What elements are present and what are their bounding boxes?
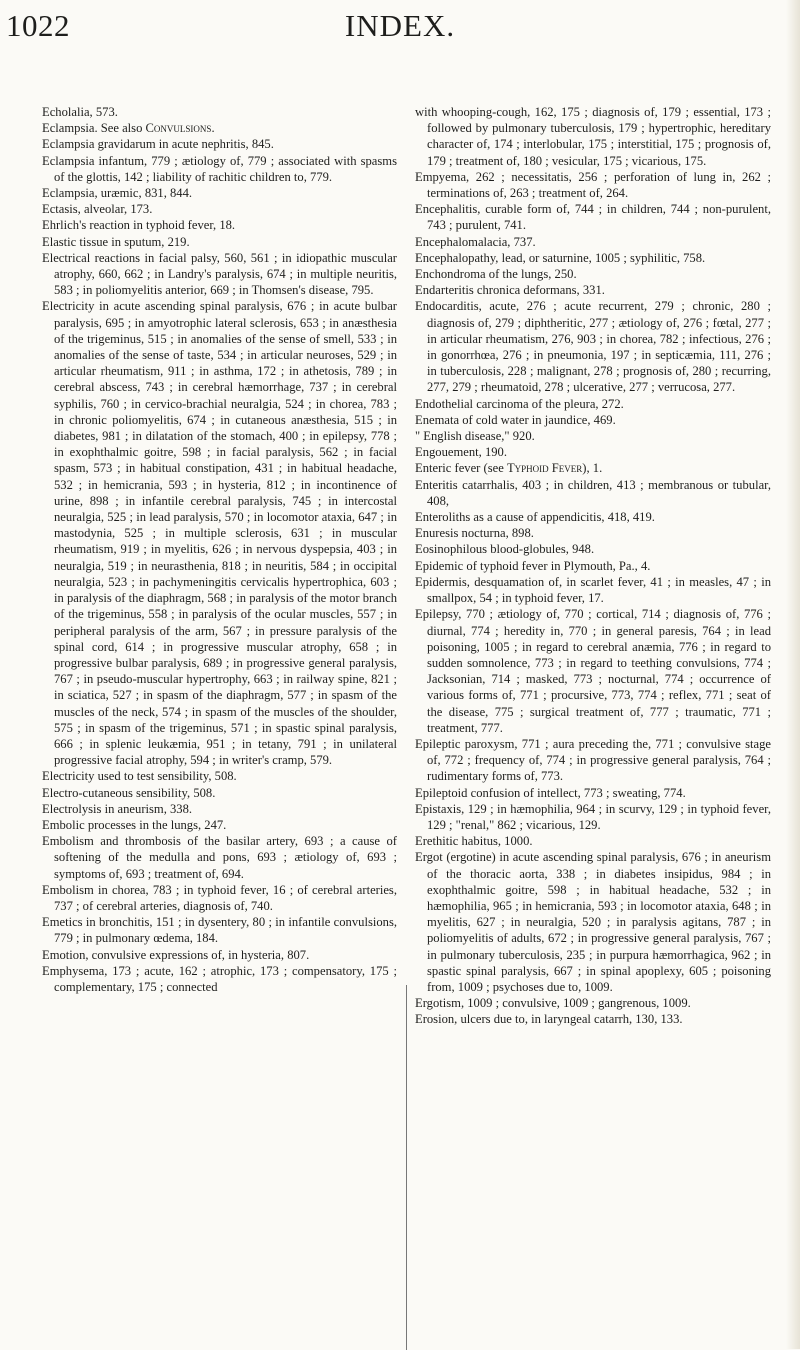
index-entry: Epidermis, desquamation of, in scarlet fever, 41 ; in measles, 47 ; in smallpox, 54 ; in typhoid fever, 17. — [415, 574, 771, 606]
index-entry: Encephalitis, curable form of, 744 ; in children, 744 ; non-purulent, 743 ; purulent, 741. — [415, 202, 771, 233]
index-entry: Enteroliths as a cause of appendicitis, 418, 419. — [415, 510, 655, 525]
index-entry: Emetics in bronchitis, 151 ; in dysentery, 80 ; in infantile convulsions, 779 ; in pulmonary œdema, 184. — [42, 915, 397, 946]
page-header — [0, 8, 800, 48]
index-entry: Electrical reactions in facial palsy, 560, 561 ; in idiopathic muscular atrophy, 660, 662 ; in Landry's paralysis, 674 ; in multiple neuritis, 583 ; in poliomyelitis anterior, 669 ; in Thomsen's disease, 795. — [42, 250, 397, 298]
page-number: 1022 — [6, 8, 70, 43]
column-rule — [406, 985, 407, 1350]
index-entry: Endothelial carcinoma of the pleura, 272. — [415, 396, 624, 411]
index-entry: Elastic tissue in sputum, 219. — [42, 234, 190, 249]
index-entry: Epilepsy, 770 ; ætiology of, 770 ; cortical, 714 ; diagnosis of, 776 ; diurnal, 774 ; heredity in, 770 ; in general paresis, 764 ; in lead poisoning, 1005 ; in regard to cerebral anæmia, 776 ; in regard to sudden somnolence, 773 ; in regard to teething convulsions, 774 ; Jacksonian, 714 ; masked, 773 ; nocturnal, 774 ; occurrence of various forms of, 771 ; procursive, 773, 774 ; reflex, 771 ; seat of the disease, 775 ; surgical treatment of, 777 ; traumatic, 771 ; treatment, 777. — [415, 607, 771, 735]
index-entry: Eclampsia, uræmic, 831, 844. — [42, 186, 193, 201]
index-entry: Electrolysis in aneurism, 338. — [42, 801, 193, 816]
index-entry: Enteritis catarrhalis, 403 ; in children, 413 ; membranous or tubular, 408, — [415, 477, 771, 508]
index-entry: Epidemic of typhoid fever in Plymouth, Pa., 4. — [415, 558, 651, 573]
index-entry: Embolism in chorea, 783 ; in typhoid fever, 16 ; of cerebral arteries, 737 ; of cerebral arteries, diagnosis of, 740. — [42, 882, 397, 913]
index-entry: with whooping-cough, 162, 175 ; diagnosis of, 179 ; essential, 173 ; followed by pulmonary tuberculosis, 179 ; hypertrophic, hereditary character of, 174 ; interlobular, 175 ; interstitial, 175 ; prognosis of, 179 ; treatment of, 180 ; vesicular, 175 ; vicarious, 175. — [415, 105, 771, 168]
index-entry: Enuresis nocturna, 898. — [415, 526, 534, 541]
index-entry: Enteric fever (see Typhoid Fever), 1. — [415, 461, 603, 476]
index-entry: Electricity in acute ascending spinal paralysis, 676 ; in acute bulbar paralysis, 695 ; in amyotrophic lateral sclerosis, 653 ; in anæsthesia of the trigeminus, 515 ; in anomalies of the sense of smell, 533 ; in anomalies of the sense of taste, 534 ; in articular neuroses, 529 ; in articular rheumatism, 911 ; in asthma, 172 ; in athetosis, 789 ; in cerebral abscess, 743 ; in cerebral hæmorrhage, 737 ; in cerebral syphilis, 760 ; in cervico-brachial neuralgia, 524 ; in chorea, 783 ; in chronic poliomyelitis, 674 ; in cutaneous anæsthesia, 515 ; in diabetes, 981 ; in dilatation of the stomach, 400 ; in epilepsy, 778 ; in exophthalmic goitre, 598 ; in facial paralysis, 562 ; in facial spasm, 573 ; in habitual constipation, 431 ; in habitual headache, 532 ; in hemicrania, 593 ; in hysteria, 812 ; in incontinence of urine, 898 ; in infantile cerebral paralysis, 745 ; in intercostal neuralgia, 525 ; in lead paralysis, 570 ; in locomotor ataxia, 647 ; in mastodynia, 525 ; in multiple sclerosis, 631 ; in muscular rheumatism, 919 ; in myelitis, 626 ; in nervous dyspepsia, 403 ; in neuralgia, 519 ; in neurasthenia, 818 ; in neuritis, 584 ; in occipital neuralgia, 523 ; in pachymeningitis cervicalis hypertrophica, 603 ; in paralysis of the diaphragm, 568 ; in paralysis of the motor branch of the trigeminus, 558 ; in paralysis of the ocular muscles, 557 ; in peripheral paralysis of the arm, 567 ; in pressure paralysis of the spinal cord, 614 ; in progressive muscular atrophy, 658 ; in progressive bulbar paralysis, 689 ; in progressive general paralysis, 767 ; in pseudo-muscular hypertrophy, 663 ; in railway spine, 821 ; in sciatica, 527 ; in spasm of the diaphragm, 577 ; in spasm of the muscles of the neck, 574 ; in spasm of the muscles of the shoulder, 575 ; in spasm of the trigeminus, 571 ; in spastic spinal paralysis, 666 ; in splenic leukæmia, 951 ; in tetany, 791 ; in unilateral progressive facial atrophy, 594 ; in writer's cramp, 579. — [42, 299, 397, 768]
index-entry: Endarteritis chronica deformans, 331. — [415, 283, 605, 298]
index-entry: Enchondroma of the lungs, 250. — [415, 267, 577, 282]
index-entry: Endocarditis, acute, 276 ; acute recurrent, 279 ; chronic, 280 ; diagnosis of, 279 ; diphtheritic, 277 ; ætiology of, 276 ; fœtal, 277 ; in articular rheumatism, 276, 903 ; in chorea, 782 ; infectious, 276 ; in gonorrhœa, 276 ; in pneumonia, 197 ; in septicæmia, 111, 276 ; in tuberculosis, 228 ; malignant, 278 ; prognosis of, 280 ; recurring, 277, 279 ; rheumatoid, 278 ; ulcerative, 277 ; verrucosa, 277. — [415, 299, 771, 395]
index-entry: Erethitic habitus, 1000. — [415, 834, 533, 849]
index-entry: Ergotism, 1009 ; convulsive, 1009 ; gangrenous, 1009. — [415, 996, 691, 1011]
index-entry: Emotion, convulsive expressions of, in hysteria, 807. — [42, 947, 310, 962]
index-entry: Ergot (ergotine) in acute ascending spinal paralysis, 676 ; in aneurism of the thoracic aorta, 338 ; in diabetes insipidus, 984 ; in exophthalmic goitre, 598 ; in habitual headache, 532 ; in hæmophilia, 965 ; in hemicrania, 593 ; in locomotor ataxia, 648 ; in myelitis, 627 ; in neuralgia, 520 ; in paralysis agitans, 787 ; in poliomyelitis of adults, 672 ; in progressive general paralysis, 767 ; in pulmonary tuberculosis, 235 ; in purpura hæmorrhagica, 962 ; in spastic spinal paralysis, 667 ; in spinal apoplexy, 605 ; poisoning from, 1009 ; psychoses due to, 1009. — [415, 850, 771, 994]
index-entry: Encephalomalacia, 737. — [415, 234, 536, 249]
index-entry: Enemata of cold water in jaundice, 469. — [415, 412, 616, 427]
index-entry: Empyema, 262 ; necessitatis, 256 ; perforation of lung in, 262 ; terminations of, 263 ; treatment of, 264. — [415, 169, 771, 201]
index-entry: Emphysema, 173 ; acute, 162 ; atrophic, 173 ; compensatory, 175 ; complementary, 175 ; connected — [42, 963, 397, 994]
index-entry: Electricity used to test sensibility, 508. — [42, 769, 237, 784]
index-entry: Encephalopathy, lead, or saturnine, 1005 ; syphilitic, 758. — [415, 250, 706, 265]
index-entry: Epileptic paroxysm, 771 ; aura preceding the, 771 ; convulsive stage of, 772 ; frequency of, 774 ; in progressive general paralysis, 764 ; rudimentary forms of, 773. — [415, 736, 771, 784]
index-entry: Eclampsia gravidarum in acute nephritis, 845. — [42, 137, 274, 152]
index-entry: Engouement, 190. — [415, 445, 507, 460]
page-edge-shadow — [786, 0, 800, 1349]
index-entry: Eclampsia. See also Convulsions. — [42, 121, 215, 136]
index-entry: " English disease," 920. — [415, 429, 535, 444]
index-entry: Echolalia, 573. — [42, 105, 118, 119]
index-entry: Electro-cutaneous sensibility, 508. — [42, 785, 216, 800]
index-entry: Embolism and thrombosis of the basilar artery, 693 ; a cause of softening of the medulla and pons, 693 ; ætiology of, 693 ; symptoms of, 693 ; treatment of, 694. — [42, 834, 397, 881]
index-entry: Eclampsia infantum, 779 ; ætiology of, 779 ; associated with spasms of the glottis, 142 ; liability of rachitic children to, 779. — [42, 153, 397, 184]
running-head: INDEX. — [344, 8, 456, 43]
index-entry: Erosion, ulcers due to, in laryngeal catarrh, 130, 133. — [415, 1012, 683, 1027]
index-entry: Epileptoid confusion of intellect, 773 ; sweating, 774. — [415, 785, 686, 800]
index-column-left — [42, 104, 397, 995]
index-entry: Epistaxis, 129 ; in hæmophilia, 964 ; in scurvy, 129 ; in typhoid fever, 129 ; "renal," 862 ; vicarious, 129. — [415, 801, 771, 832]
index-entry: Embolic processes in the lungs, 247. — [42, 817, 227, 832]
index-column-right — [415, 104, 771, 1028]
index-entry: Eosinophilous blood-globules, 948. — [415, 542, 595, 557]
index-entry: Ectasis, alveolar, 173. — [42, 202, 153, 217]
index-entry: Ehrlich's reaction in typhoid fever, 18. — [42, 218, 236, 233]
